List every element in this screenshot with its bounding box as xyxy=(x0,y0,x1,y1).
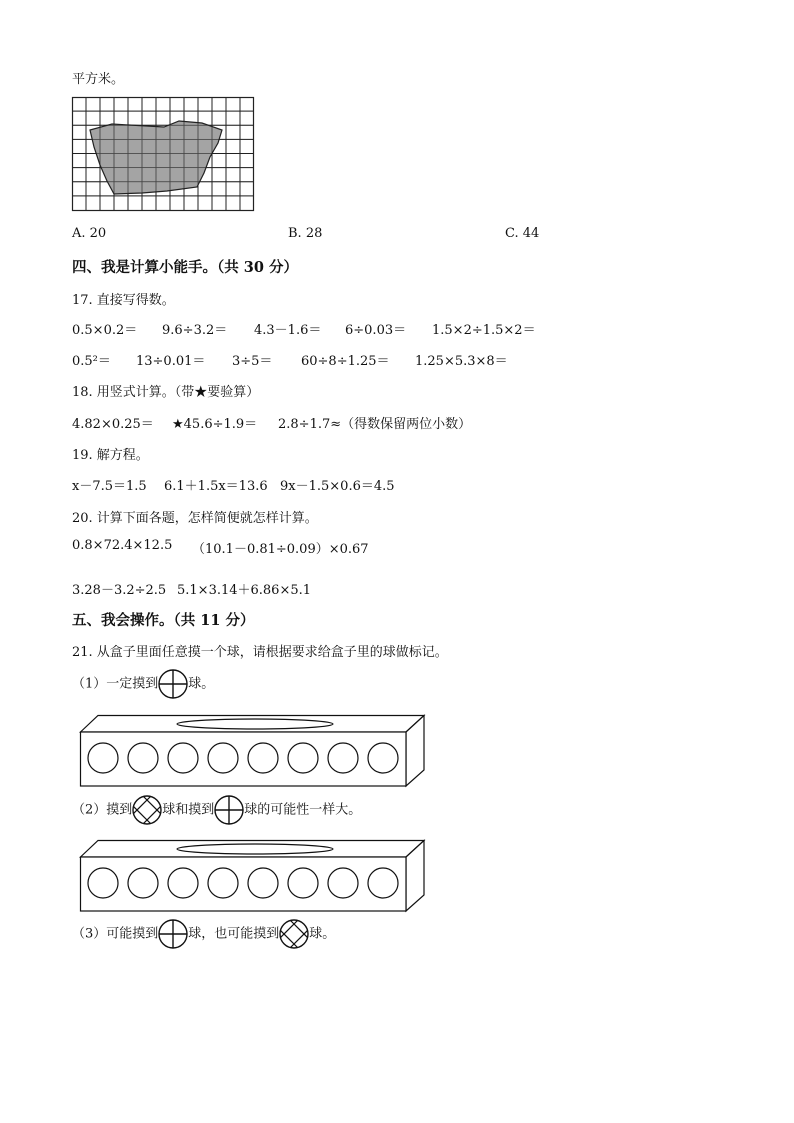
q17-r1-1: 0.5×0.2＝ xyxy=(72,323,138,338)
grid-figure xyxy=(72,97,255,211)
ball-box-1 xyxy=(80,715,426,787)
q18-item-3: 2.8÷1.7≈（得数保留两位小数） xyxy=(278,417,472,432)
empty-ball xyxy=(248,743,278,773)
plus-ball-icon xyxy=(214,795,244,825)
q18-item-2: ★45.6÷1.9＝ xyxy=(172,417,258,432)
empty-ball xyxy=(368,743,398,773)
empty-ball xyxy=(208,743,238,773)
q19-item-1: x－7.5＝1.5 xyxy=(72,479,147,494)
ball-box-2 xyxy=(80,840,426,912)
q21-part2 xyxy=(72,795,361,826)
q21-part3 xyxy=(72,919,335,950)
empty-ball xyxy=(288,868,318,898)
cross-ball-icon xyxy=(132,795,162,825)
empty-ball xyxy=(128,743,158,773)
q21-p1-tail: 球。 xyxy=(188,676,215,692)
q20-item-1: 0.8×72.4×12.5 xyxy=(72,538,173,553)
q17-r2-1: 0.5²＝ xyxy=(72,354,111,369)
q20-title: 20. 计算下面各题，怎样简便就怎样计算。 xyxy=(72,511,318,526)
choice-b: B. 28 xyxy=(288,226,323,241)
q17-r1-3: 4.3－1.6＝ xyxy=(254,323,322,338)
q19-item-2: 6.1＋1.5x＝13.6 xyxy=(164,479,268,494)
q21-p2-tail: 球的可能性一样大。 xyxy=(244,802,362,818)
q17-r1-4: 6÷0.03＝ xyxy=(345,323,407,338)
q21-p3-tail: 球。 xyxy=(309,926,336,942)
q19-title: 19. 解方程。 xyxy=(72,448,149,463)
empty-ball xyxy=(168,868,198,898)
empty-ball xyxy=(328,743,358,773)
empty-ball xyxy=(128,868,158,898)
cross-ball-icon xyxy=(279,919,309,949)
q20-item-2: （10.1－0.81÷0.09）×0.67 xyxy=(192,542,369,557)
q21-p3-label: （3）可能摸到 xyxy=(72,926,159,942)
empty-ball xyxy=(88,743,118,773)
q21-p3-mid: 球，也可能摸到 xyxy=(188,926,280,942)
choice-a: A. 20 xyxy=(72,226,107,241)
q17-r2-4: 60÷8÷1.25＝ xyxy=(301,354,390,369)
choice-c: C. 44 xyxy=(505,226,540,241)
empty-ball xyxy=(248,868,278,898)
q17-title: 17. 直接写得数。 xyxy=(72,293,175,308)
intro-tail-text: 平方米。 xyxy=(72,72,125,87)
q20-item-4: 5.1×3.14＋6.86×5.1 xyxy=(177,583,312,598)
empty-ball xyxy=(208,868,238,898)
q17-r2-2: 13÷0.01＝ xyxy=(136,354,206,369)
q21-title: 21. 从盒子里面任意摸一个球，请根据要求给盒子里的球做标记。 xyxy=(72,645,448,660)
plus-ball-icon xyxy=(158,669,188,699)
plus-ball-icon xyxy=(158,919,188,949)
empty-ball xyxy=(168,743,198,773)
empty-ball xyxy=(328,868,358,898)
section5-heading: 五、我会操作。（共 11 分） xyxy=(72,612,255,629)
q21-part1 xyxy=(72,669,214,700)
q21-p2-label: （2）摸到 xyxy=(72,802,133,818)
q21-p2-mid: 球和摸到 xyxy=(162,802,215,818)
q17-r1-2: 9.6÷3.2＝ xyxy=(162,323,228,338)
section4-heading: 四、我是计算小能手。（共 30 分） xyxy=(72,259,299,276)
empty-ball xyxy=(288,743,318,773)
q18-item-1: 4.82×0.25＝ xyxy=(72,417,154,432)
empty-ball xyxy=(368,868,398,898)
q19-item-3: 9x－1.5×0.6＝4.5 xyxy=(280,479,395,494)
q17-r2-5: 1.25×5.3×8＝ xyxy=(415,354,508,369)
q18-title: 18. 用竖式计算。（带★要验算） xyxy=(72,385,260,400)
q20-item-3: 3.28－3.2÷2.5 xyxy=(72,583,167,598)
q17-r2-3: 3÷5＝ xyxy=(232,354,273,369)
q17-r1-5: 1.5×2÷1.5×2＝ xyxy=(432,323,536,338)
q21-p1-label: （1）一定摸到 xyxy=(72,676,159,692)
empty-ball xyxy=(88,868,118,898)
